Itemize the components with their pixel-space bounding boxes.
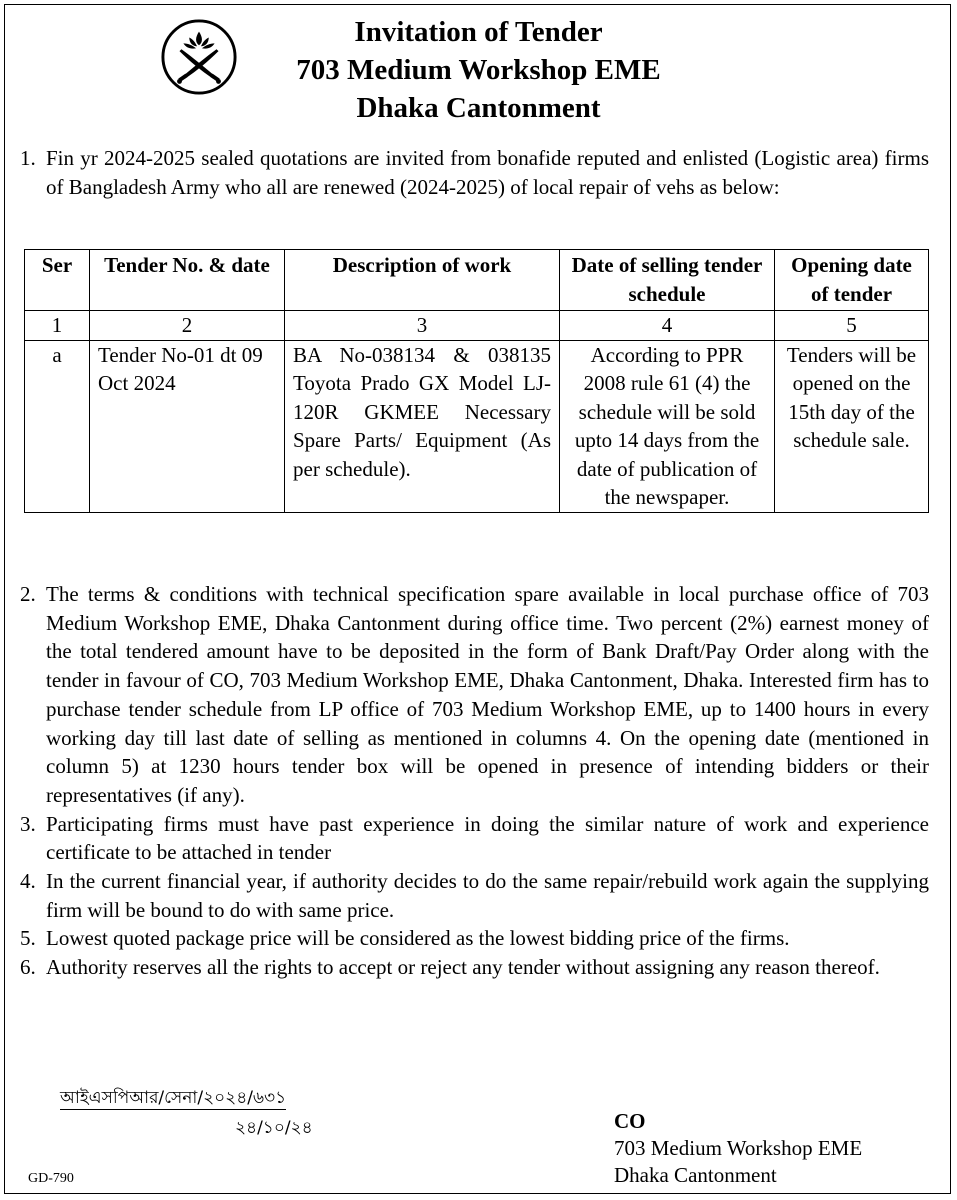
header-selling-date: Date of selling tender schedule	[560, 250, 775, 311]
column-number: 2	[90, 311, 285, 341]
column-number: 1	[25, 311, 90, 341]
column-number: 4	[560, 311, 775, 341]
tender-table	[24, 249, 929, 513]
condition-text: Participating firms must have past experience in doing the similar nature of work and experience certificate to be attached in tender	[46, 811, 929, 865]
intro-number: 1.	[20, 146, 36, 170]
title-invitation: Invitation of Tender	[354, 16, 603, 48]
conditions-list	[20, 580, 929, 982]
cell-ser: a	[25, 340, 90, 512]
table-row	[25, 340, 929, 512]
signature-title: CO	[614, 1109, 646, 1133]
table-column-number-row	[25, 311, 929, 341]
intro-text: Fin yr 2024-2025 sealed quotations are invited from bonafide reputed and enlisted (Logistic area) firms of Bangladesh Army who all are renewed (2024-2025) of local repair of vehs as below:	[46, 146, 929, 199]
reference-number	[60, 1083, 313, 1143]
cell-description: BA No-038134 & 038135 Toyota Prado GX Model LJ-120R GKMEE Necessary Spare Parts/ Equipment (As per schedule).	[285, 340, 560, 512]
condition-text: Lowest quoted package price will be considered as the lowest bidding price of the firms.	[46, 926, 790, 951]
signature-location: Dhaka Cantonment	[614, 1163, 777, 1187]
column-number: 3	[285, 311, 560, 341]
header-ser: Ser	[25, 250, 90, 311]
table-header-row	[25, 250, 929, 311]
condition-item	[20, 580, 929, 810]
signature-unit: 703 Medium Workshop EME	[614, 1136, 863, 1160]
condition-text: In the current financial year, if authority decides to do the same repair/rebuild work again the supplying firm will be bound to do with same price.	[46, 869, 929, 922]
header-tender-no: Tender No. & date	[90, 250, 285, 311]
cell-selling-date: According to PPR 2008 rule 61 (4) the schedule will be sold upto 14 days from the date of publication of the newspaper.	[560, 340, 775, 512]
condition-item	[20, 867, 929, 924]
condition-number: 4.	[20, 869, 36, 894]
header-opening-date: Opening date of tender	[775, 250, 929, 311]
condition-text: The terms & conditions with technical specification spare available in local purchase office of 703 Medium Workshop EME, Dhaka Cantonment during office time. Two percent (2%) earnest money of the total tendered amount have to be deposited in the form of Bank Draft/Pay Order along with the tender in favour of CO, 703 Medium Workshop EME, Dhaka Cantonment, Dhaka. Interested firm has to purchase tender schedule from LP office of 703 Medium Workshop EME, up to 1400 hours in every working day till last date of selling as mentioned in columns 4. On the opening date (mentioned in column 5) at 1230 hours tender box will be opened in presence of intending bidders or their representatives (if any).	[46, 582, 929, 807]
title-location: Dhaka Cantonment	[356, 92, 601, 124]
header-description: Description of work	[285, 250, 560, 311]
condition-number: 6.	[20, 955, 36, 980]
cell-tender-no: Tender No-01 dt 09 Oct 2024	[90, 340, 285, 512]
reference-date: ২৪/১০/২৪	[235, 1118, 313, 1138]
condition-number: 5.	[20, 926, 36, 951]
condition-item	[20, 924, 929, 953]
condition-text: Authority reserves all the rights to accept or reject any tender without assigning any reason thereof.	[46, 955, 880, 980]
cell-opening-date: Tenders will be opened on the 15th day of the schedule sale.	[775, 340, 929, 512]
condition-item	[20, 953, 929, 982]
condition-number: 2.	[20, 582, 36, 606]
reference-line1: আইএসপিআর/সেনা/২০২৪/৬৩১	[60, 1088, 287, 1108]
condition-item	[20, 810, 929, 867]
title-unit: 703 Medium Workshop EME	[296, 54, 661, 86]
footer-code: GD-790	[28, 1171, 74, 1186]
column-number: 5	[775, 311, 929, 341]
intro-paragraph	[20, 144, 929, 202]
condition-number: 3.	[20, 811, 36, 836]
signature-block	[614, 1108, 862, 1189]
